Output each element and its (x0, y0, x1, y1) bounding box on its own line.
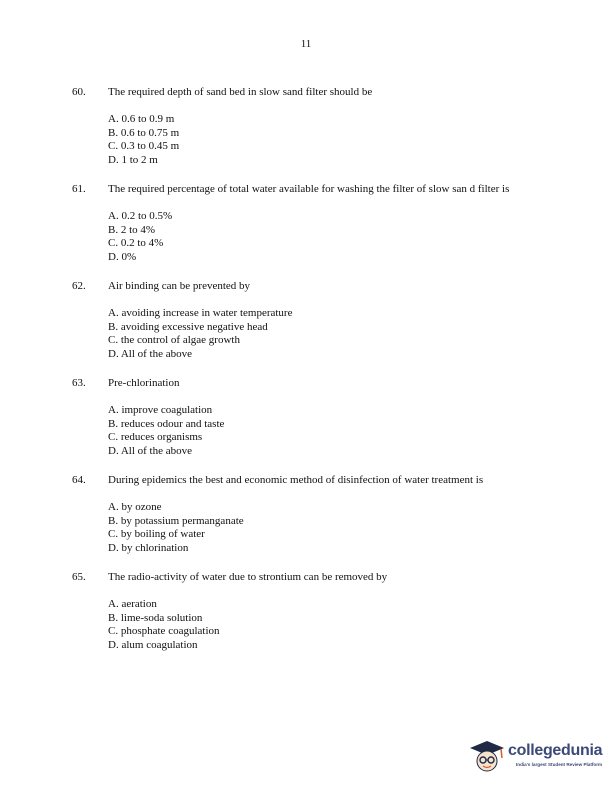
option-a: A. 0.2 to 0.5% (108, 210, 173, 222)
option-a: A. improve coagulation (108, 404, 213, 416)
question-60 (72, 86, 552, 167)
question-number: 64. (72, 474, 86, 486)
question-text: Air binding can be prevented by (108, 280, 251, 292)
question-text: The radio-activity of water due to strontium can be removed by (108, 571, 388, 583)
options-list (108, 113, 552, 167)
question-number: 65. (72, 571, 86, 583)
options-list (108, 598, 552, 652)
option-b: B. 0.6 to 0.75 m (108, 126, 180, 139)
options-list (108, 404, 552, 458)
option-d: D. 0% (108, 250, 137, 263)
option-d: D. alum coagulation (108, 638, 198, 651)
option-d: D. All of the above (108, 444, 193, 457)
option-d: D. by chlorination (108, 541, 189, 554)
question-64 (72, 474, 552, 555)
question-text: The required depth of sand bed in slow sand filter should be (108, 86, 373, 98)
question-text: During epidemics the best and economic method of disinfection of water treatment is (108, 474, 484, 486)
option-a: A. 0.6 to 0.9 m (108, 113, 175, 125)
option-c: C. phosphate coagulation (108, 625, 220, 637)
option-b: B. by potassium permanganate (108, 514, 244, 527)
question-number: 60. (72, 86, 86, 98)
question-number: 63. (72, 377, 86, 389)
question-61 (72, 183, 552, 264)
option-a: A. aeration (108, 598, 157, 610)
question-list (72, 86, 552, 668)
question-number: 62. (72, 280, 86, 292)
graduate-mascot-icon (468, 738, 506, 776)
page-number: 11 (300, 38, 312, 50)
collegedunia-logo (468, 738, 608, 776)
option-d: D. All of the above (108, 347, 193, 360)
options-list (108, 307, 552, 361)
option-c: C. the control of algae growth (108, 334, 240, 346)
option-a: A. by ozone (108, 501, 162, 513)
option-d: D. 1 to 2 m (108, 153, 158, 166)
option-c: C. by boiling of water (108, 528, 205, 540)
option-b: B. reduces odour and taste (108, 417, 225, 430)
question-text: The required percentage of total water available for washing the filter of slow san d filter is (108, 183, 510, 195)
options-list (108, 501, 552, 555)
option-b: B. avoiding excessive negative head (108, 320, 268, 333)
question-62 (72, 280, 552, 361)
option-a: A. avoiding increase in water temperature (108, 307, 293, 319)
logo-wordmark: collegedunia (508, 742, 603, 759)
question-text: Pre-chlorination (108, 377, 180, 389)
option-c: C. 0.2 to 4% (108, 237, 164, 249)
logo-tagline: India's largest Student Review Platform (516, 762, 603, 767)
option-c: C. 0.3 to 0.45 m (108, 140, 180, 152)
options-list (108, 210, 552, 264)
question-63 (72, 377, 552, 458)
option-b: B. 2 to 4% (108, 223, 156, 236)
question-65 (72, 571, 552, 652)
option-c: C. reduces organisms (108, 431, 203, 443)
question-number: 61. (72, 183, 86, 195)
option-b: B. lime-soda solution (108, 611, 203, 624)
